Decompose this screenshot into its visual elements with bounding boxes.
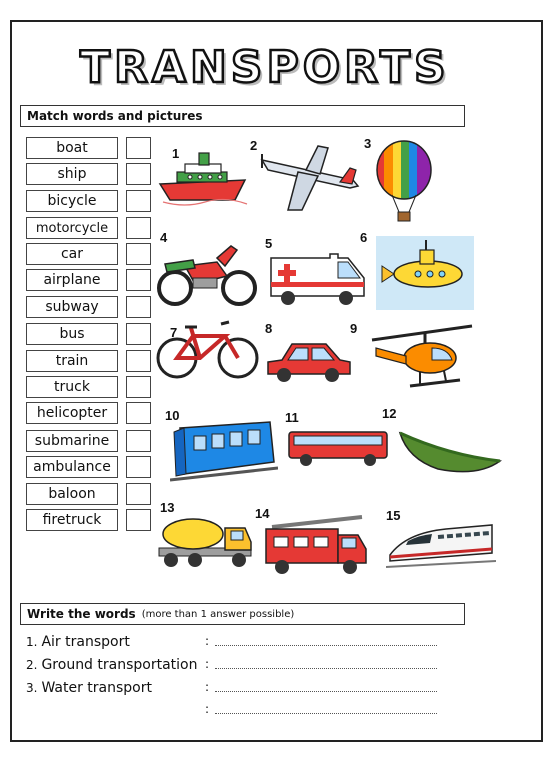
write-section-header <box>20 603 465 625</box>
word-box-motorcycle: motorcycle <box>26 217 118 239</box>
word-box-helicopter: helicopter <box>26 402 118 424</box>
word-box-submarine: submarine <box>26 430 118 452</box>
firetruck-icon <box>262 515 370 579</box>
picture-number-4: 4 <box>160 230 168 245</box>
write-row-label: Air transport <box>41 634 130 650</box>
write-row-colon: : <box>205 680 210 694</box>
picture-number-12: 12 <box>382 406 397 421</box>
picture-number-8: 8 <box>265 321 273 336</box>
write-section-note: (more than 1 answer possible) <box>141 608 295 620</box>
write-row-water <box>26 680 152 696</box>
picture-number-9: 9 <box>350 321 358 336</box>
word-box-train: train <box>26 350 118 372</box>
write-row-ground <box>26 657 197 673</box>
picture-number-1: 1 <box>172 146 180 161</box>
car-icon <box>264 338 352 384</box>
answer-box-3[interactable] <box>126 190 151 212</box>
picture-number-5: 5 <box>265 236 273 251</box>
answer-box-15[interactable] <box>126 509 151 531</box>
picture-number-15: 15 <box>386 508 401 523</box>
word-box-boat: boat <box>26 137 118 159</box>
submarine-icon <box>376 236 474 310</box>
write-row-number: 1. <box>26 635 38 649</box>
answer-box-11[interactable] <box>126 402 151 424</box>
subway-train-icon <box>170 418 278 486</box>
word-box-ambulance: ambulance <box>26 456 118 478</box>
answer-box-4[interactable] <box>126 217 151 239</box>
answer-line-air[interactable] <box>215 645 437 646</box>
write-row-colon: : <box>205 634 210 648</box>
answer-box-5[interactable] <box>126 243 151 265</box>
word-box-ship: ship <box>26 163 118 185</box>
picture-number-2: 2 <box>250 138 258 153</box>
answer-box-8[interactable] <box>126 323 151 345</box>
picture-number-7: 7 <box>170 325 178 340</box>
answer-box-12[interactable] <box>126 430 151 452</box>
write-row-air <box>26 634 130 650</box>
answer-box-1[interactable] <box>126 137 151 159</box>
write-row-number: 3. <box>26 681 38 695</box>
answer-line-water[interactable] <box>215 691 437 692</box>
write-row-colon: : <box>205 657 210 671</box>
word-box-car: car <box>26 243 118 265</box>
answer-line-extra[interactable] <box>215 713 437 714</box>
high-speed-train-icon <box>386 515 496 571</box>
worksheet-title: TRANSPORTS <box>80 42 450 93</box>
picture-number-10: 10 <box>165 408 180 423</box>
ambulance-icon <box>268 250 368 308</box>
write-section-heading: Write the words <box>27 607 136 621</box>
match-section-header <box>20 105 465 127</box>
canoe-boat-icon <box>398 425 502 477</box>
bus-icon <box>286 428 390 468</box>
picture-number-3: 3 <box>364 136 372 151</box>
match-section-heading: Match words and pictures <box>27 109 203 123</box>
airplane-icon <box>258 140 363 215</box>
hot-air-balloon-icon <box>374 140 434 225</box>
write-row-label: Water transport <box>41 680 152 696</box>
word-box-bicycle: bicycle <box>26 190 118 212</box>
helicopter-icon <box>370 318 475 393</box>
answer-box-9[interactable] <box>126 350 151 372</box>
answer-box-14[interactable] <box>126 483 151 505</box>
motorcycle-icon <box>155 240 260 310</box>
word-box-airplane: airplane <box>26 269 118 291</box>
picture-number-6: 6 <box>360 230 368 245</box>
cement-truck-icon <box>155 512 255 572</box>
answer-box-7[interactable] <box>126 296 151 318</box>
word-box-truck: truck <box>26 376 118 398</box>
picture-number-11: 11 <box>285 410 299 425</box>
word-box-baloon: baloon <box>26 483 118 505</box>
write-row-colon: : <box>205 702 210 716</box>
write-row-label: Ground transportation <box>41 657 198 673</box>
answer-box-10[interactable] <box>126 376 151 398</box>
write-row-number: 2. <box>26 658 38 672</box>
answer-line-ground[interactable] <box>215 668 437 669</box>
word-box-subway: subway <box>26 296 118 318</box>
picture-number-14: 14 <box>255 506 270 521</box>
answer-box-2[interactable] <box>126 163 151 185</box>
bicycle-icon <box>155 318 260 383</box>
ship-icon <box>155 150 250 210</box>
word-box-firetruck: firetruck <box>26 509 118 531</box>
answer-box-13[interactable] <box>126 456 151 478</box>
picture-number-13: 13 <box>160 500 175 515</box>
answer-box-6[interactable] <box>126 269 151 291</box>
word-box-bus: bus <box>26 323 118 345</box>
